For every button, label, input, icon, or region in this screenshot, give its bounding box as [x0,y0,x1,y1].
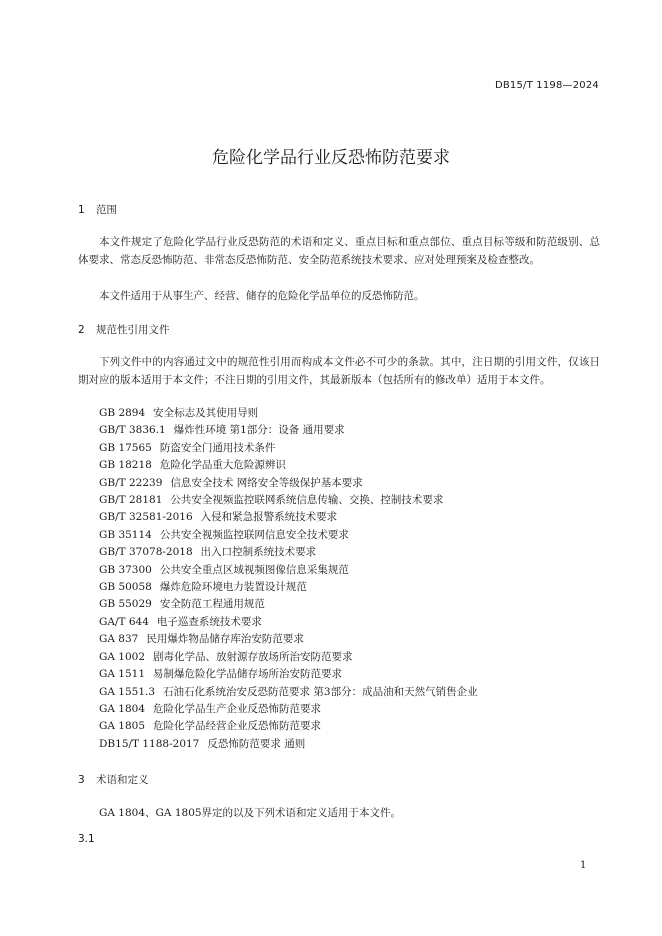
reference-item [99,492,478,509]
reference-title: 爆炸性环境 第1部分：设备 通用要求 [173,424,345,437]
reference-title: 民用爆炸物品储存库治安防范要求 [146,633,304,646]
section-2-intro: 下列文件中的内容通过文中的规范性引用而构成本文件必不可少的条款。其中，注日期的引用文件，仅该日期对应的版本适用于本文件；不注日期的引用文件，其最新版本（包括所有的修改单）适用于本文件。 [78,356,600,386]
reference-code: GA 1804 [99,702,146,715]
section-number: 1 [78,204,85,216]
section-number: 2 [78,324,85,336]
reference-title: 爆炸危险环境电力装置设计规范 [159,581,307,594]
reference-title: 公共安全重点区域视频图像信息采集规范 [159,563,349,576]
section-1-heading [78,202,117,217]
reference-code: GA 1805 [99,720,146,733]
reference-title: 安全防范工程通用规范 [159,598,265,611]
reference-list [99,405,478,753]
reference-code: GA 1511 [99,668,146,681]
document-title: 危险化学品行业反恐怖防范要求 [212,148,450,168]
reference-code: GA/T 644 [99,615,149,628]
section-2-heading [78,322,170,337]
reference-title: 公共安全视频监控联网信息安全技术要求 [159,528,349,541]
reference-item [99,718,478,735]
reference-title: 公共安全视频监控联网系统信息传输、交换、控制技术要求 [170,494,444,507]
reference-title: 安全标志及其使用导则 [153,407,259,419]
reference-title: 危险化学品生产企业反恐怖防范要求 [153,702,322,715]
reference-item [99,422,478,439]
reference-code: GB 37300 [99,563,152,576]
section-title: 范围 [96,204,117,216]
reference-code: GB/T 32581-2016 [99,511,193,524]
reference-title: 入侵和紧急报警系统技术要求 [200,511,338,524]
reference-title: 防盗安全门通用技术条件 [159,441,276,454]
reference-item [99,457,478,474]
page-number: 1 [580,860,587,871]
reference-code: GB 50058 [99,581,152,594]
reference-item [99,649,478,666]
reference-title: 电子巡查系统技术要求 [156,615,262,628]
section-number: 3 [78,774,85,786]
section-title: 术语和定义 [96,774,149,786]
reference-code: GA 1002 [99,650,146,663]
reference-item [99,509,478,526]
reference-item [99,527,478,544]
reference-code: GA 837 [99,633,139,646]
reference-item [99,440,478,457]
reference-code: GB/T 3836.1 [99,424,166,437]
reference-title: 出入口控制系统技术要求 [200,546,317,559]
section-3-heading [78,772,149,787]
reference-item [99,405,478,422]
reference-item [99,475,478,492]
reference-code: GB 18218 [99,459,152,472]
reference-item [99,701,478,718]
section-3-intro: GA 1804、GA 1805界定的以及下列术语和定义适用于本文件。 [99,807,402,819]
reference-code: GB 55029 [99,598,152,611]
subsection-number: 3.1 [78,833,95,845]
reference-item [99,596,478,613]
document-code: DB15/T 1198—2024 [494,80,599,91]
reference-title: 信息安全技术 网络安全等级保护基本要求 [170,476,363,489]
reference-code: DB15/T 1188-2017 [99,737,200,750]
reference-code: GB 2894 [99,407,146,419]
reference-code: GB 35114 [99,528,152,541]
reference-item [99,736,478,753]
reference-title: 易制爆危险化学品储存场所治安防范要求 [153,668,343,681]
reference-item [99,631,478,648]
reference-item [99,544,478,561]
reference-item [99,562,478,579]
reference-item [99,666,478,683]
reference-item [99,579,478,596]
section-1-paragraph-2: 本文件适用于从事生产、经营、储存的危险化学品单位的反恐怖防范。 [99,290,425,302]
section-title: 规范性引用文件 [96,324,170,336]
reference-item [99,614,478,631]
reference-title: 反恐怖防范要求 通则 [207,737,306,750]
reference-code: GB/T 28181 [99,494,163,507]
reference-title: 危险化学品重大危险源辨识 [159,459,286,472]
reference-title: 石油石化系统治安反恐防范要求 第3部分：成品油和天然气销售企业 [163,685,478,698]
reference-title: 剧毒化学品、放射源存放场所治安防范要求 [153,650,353,663]
reference-title: 危险化学品经营企业反恐怖防范要求 [153,720,322,733]
reference-code: GB/T 37078-2018 [99,546,193,559]
reference-item [99,684,478,701]
section-1-paragraph-1: 本文件规定了危险化学品行业反恐防范的术语和定义、重点目标和重点部位、重点目标等级和防范级别、总体要求、常态反恐怖防范、非常态反恐怖防范、安全防范系统技术要求、应对处理预案及检查整改。 [78,236,600,266]
reference-code: GB 17565 [99,441,152,454]
reference-code: GB/T 22239 [99,476,163,489]
reference-code: GA 1551.3 [99,685,156,698]
